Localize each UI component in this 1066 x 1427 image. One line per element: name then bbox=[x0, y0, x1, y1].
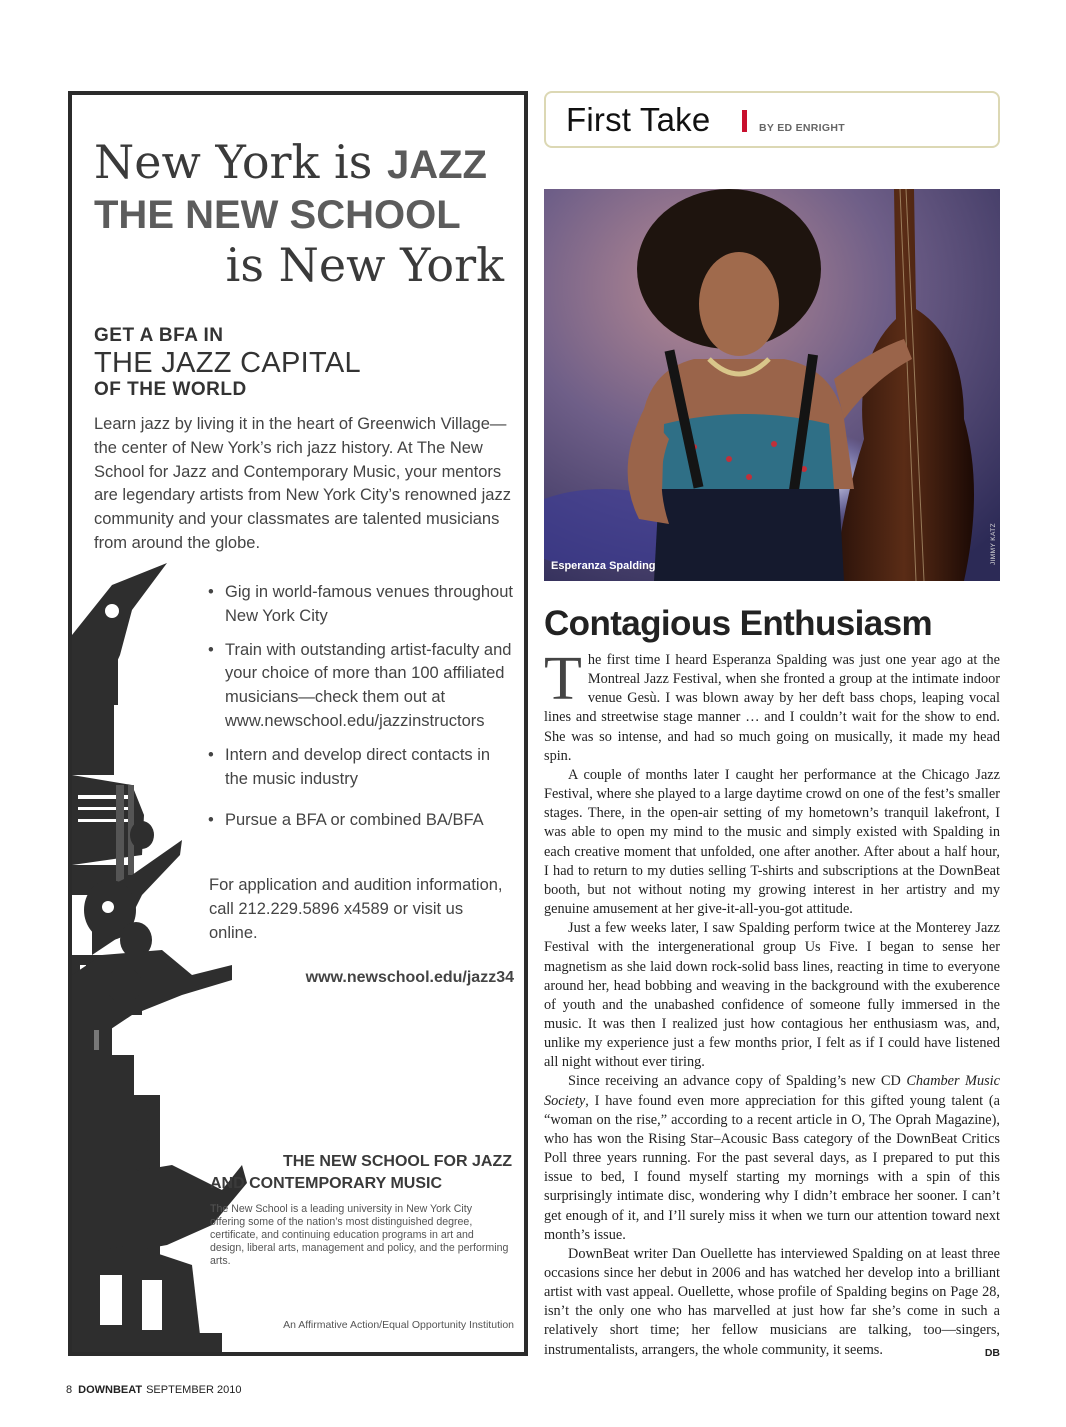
eeo-statement: An Affirmative Action/Equal Opportunity Institution bbox=[283, 1319, 514, 1331]
bullet-item: • Train with outstanding artist-faculty and your choice of more than 100 affiliated musicians—check them out at www.newschool.edu/jazzinstructors bbox=[208, 639, 514, 734]
column-header-box bbox=[544, 91, 1000, 148]
photo-credit: JIMMY KATZ bbox=[990, 522, 997, 565]
column-title: First Take bbox=[566, 101, 711, 138]
photo-illustration bbox=[544, 189, 1000, 581]
article-paragraph: Just a few weeks later, I saw Spalding perform twice at the Monterey Jazz Festival with the intergenerational group Us Five. I began to sense her magnetism as she laid down rock-solid bass lines, reacting in time to everyone around her, head bobbing and weaving in the background with the exuberence of youth and the unabashed confidence of someone fully immersed in the music. It was then I realized just how contagious her enthusiasm was, and, unlike my experience just a few months prior, I felt as if I could have listened all night without ever tiring. bbox=[544, 920, 1000, 1071]
ad-application-info: For application and audition information, call 212.229.5896 x4589 or visit us online. bbox=[209, 876, 503, 942]
school-logo-line1: THE NEW SCHOOL FOR JAZZ bbox=[282, 1153, 512, 1170]
headline-is-new-york: is New York bbox=[225, 238, 504, 292]
photo-caption: Esperanza Spalding bbox=[551, 560, 656, 572]
article-photo bbox=[544, 189, 1000, 581]
headline-new-school: THE NEW SCHOOL bbox=[94, 193, 461, 237]
school-logo-line2: AND CONTEMPORARY MUSIC bbox=[210, 1175, 443, 1192]
column-title-divider bbox=[742, 110, 747, 132]
album-title: Chamber Music Society bbox=[544, 1073, 1000, 1109]
bfa-line3: OF THE WORLD bbox=[94, 379, 247, 400]
article-paragraph: The first time I heard Esperanza Spalding was just one year ago at the Montreal Jazz Festival, when she fronted a group at the intimate indoor venue Gesù. I was blown away by her deft bass chops, leaping vocal lines and streetwise stage manner … and I couldn’t wait for the show to end. She was so intense, and had so much going on musically, it made my head spin. bbox=[544, 645, 1000, 764]
headline-line1-prefix: New York is bbox=[94, 135, 387, 189]
new-school-advertisement bbox=[68, 91, 528, 1356]
school-blurb: The New School is a leading university in New York City offering some of the nation’s most distinguished degree, certificate, and continuing education programs in art and design, liberal arts, management and policy, and the performing arts. bbox=[210, 1203, 509, 1267]
bfa-line1: GET A BFA IN bbox=[94, 325, 224, 346]
drop-cap: T bbox=[544, 645, 582, 713]
ad-intro-text: Learn jazz by living it in the heart of Greenwich Village—the center of New York’s rich jazz history. At The New School for Jazz and Contemporary Music, your mentors are legendary artists from New York City’s renowned jazz community and your classmates are talented musicians from around the globe. bbox=[94, 415, 511, 552]
magazine-name: DOWNBEAT bbox=[78, 1384, 143, 1396]
headline-jazz: JAZZ bbox=[386, 143, 487, 187]
bullet-item: • Intern and develop direct contacts in the music industry bbox=[208, 744, 514, 792]
ad-bullet-list bbox=[208, 581, 514, 833]
article-paragraph: DownBeat writer Dan Ouellette has interviewed Spalding on at least three occasions since her debut in 2006 and has watched her develop into a brilliant artist with vast appeal. Ouellette, whose profile of Spalding begins on Page 28, isn’t the only one who has marvelled at just how far she’s come in such a relatively short time; her fellow musicians are talking, too—singers, instrumentalists, arrangers, the whole community, it seems. DB bbox=[544, 1245, 1000, 1360]
article-body bbox=[544, 645, 1000, 1363]
article-title: Contagious Enthusiasm bbox=[544, 604, 932, 643]
article-paragraph: A couple of months later I caught her performance at the Chicago Jazz Festival, where she played to a large daytime crowd on one of the fest’s smaller stages. There, in the open-air setting of my hometown’s tranquil lakefront, I was able to open my mind to the music and simply existed with Spalding in each creative moment that unfolded, one after another. After about a half hour, I had to return to my duties selling T-shirts and subscriptions at the DownBeat booth, but not without noting my growing interest in her artistry and my genuine amusement at her give-it-all-you-got attitude. bbox=[544, 766, 1000, 918]
article-paragraph: Since receiving an advance copy of Spalding’s new CD Chamber Music Society, I have found even more appreciation for this gifted young talent (a “woman on the rise,” according to a recent article in O, The Oprah Magazine), who has won the Rising Star–Acousic Bass category of the DownBeat Critics Poll three years running. For the past several days, as I prepared to put this issue to bed, I found myself starting my mornings with a spin of this surprisingly intimate disc, wondering why I didn’t embrace her sooner. I can’t get enough of it, and I’ll surely miss it when we turn our attention toward next month’s issue. bbox=[544, 1073, 1000, 1243]
page-folio bbox=[66, 1384, 241, 1396]
ad-url-link[interactable]: www.newschool.edu/jazz34 bbox=[305, 969, 514, 986]
page-number: 8 bbox=[66, 1384, 73, 1396]
ad-headline bbox=[94, 135, 514, 292]
bullet-item: • Pursue a BFA or combined BA/BFA bbox=[208, 809, 514, 833]
issue-date: SEPTEMBER 2010 bbox=[146, 1384, 242, 1396]
bfa-line2: THE JAZZ CAPITAL bbox=[94, 347, 361, 379]
bullet-item: • Gig in world-famous venues throughout New York City bbox=[208, 581, 514, 629]
bfa-tagline bbox=[94, 325, 514, 401]
column-byline: BY ED ENRIGHT bbox=[759, 122, 845, 134]
end-mark: DB bbox=[984, 1346, 1000, 1359]
